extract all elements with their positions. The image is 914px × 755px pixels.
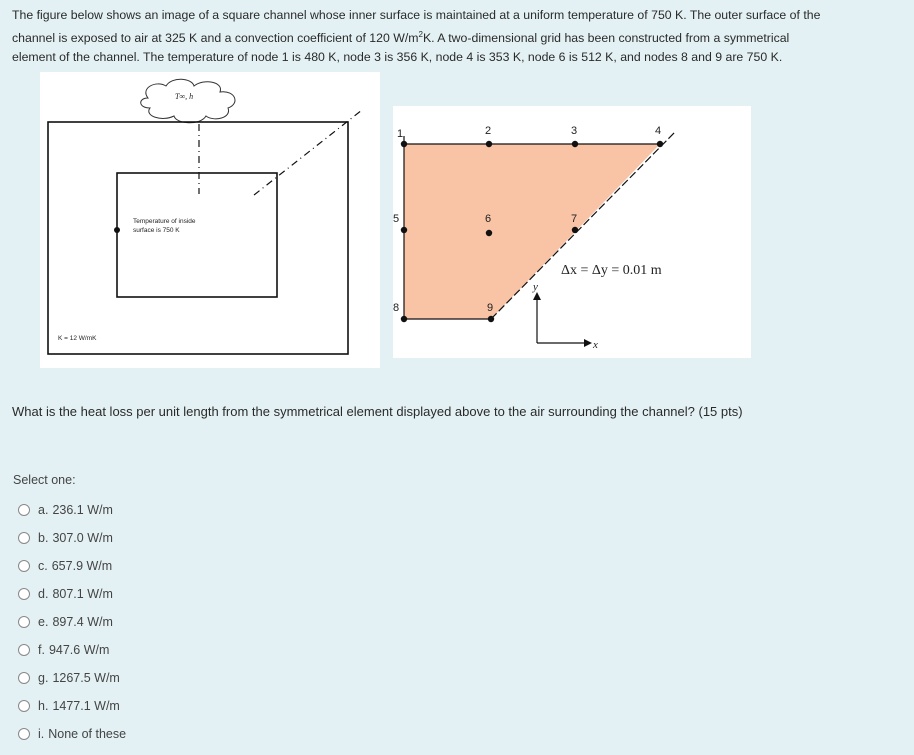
symmetrical-element-fill <box>404 144 660 319</box>
option-text: 657.9 W/m <box>51 559 113 573</box>
option-text: 897.4 W/m <box>52 615 113 629</box>
question-text: What is the heat loss per unit length from the symmetrical element displayed above to the air surrounding the channel? (15 pts) <box>12 404 743 419</box>
option-letter: f. <box>38 643 45 657</box>
y-axis-arrow-icon <box>533 292 541 300</box>
option-f[interactable] <box>18 636 126 664</box>
node-3 <box>572 141 578 147</box>
node-6 <box>486 230 492 236</box>
node-label-4: 4 <box>655 125 662 137</box>
option-i[interactable] <box>18 720 126 748</box>
node-7 <box>572 227 578 233</box>
option-b[interactable] <box>18 524 126 552</box>
intro-line-2-superscript: 2 <box>418 30 423 39</box>
node-label-7: 7 <box>571 213 578 225</box>
radio-icon[interactable] <box>18 560 30 572</box>
x-axis-arrow-icon <box>584 339 592 347</box>
option-g[interactable] <box>18 664 126 692</box>
option-letter: i. <box>38 727 45 741</box>
node-label-6: 6 <box>485 213 492 225</box>
intro-line-2b: K. A two-dimensional grid has been constructed from a symmetrical <box>422 31 790 46</box>
select-one-label: Select one: <box>13 473 76 487</box>
grid-element-figure <box>393 106 751 358</box>
option-letter: c. <box>38 559 48 573</box>
option-a[interactable] <box>18 496 126 524</box>
option-letter: d. <box>38 587 49 601</box>
inner-square <box>117 173 277 297</box>
radio-icon[interactable] <box>18 700 30 712</box>
node-label-1: 1 <box>397 128 404 140</box>
option-letter: h. <box>38 699 49 713</box>
radio-icon[interactable] <box>18 616 30 628</box>
node-2 <box>486 141 492 147</box>
inner-temp-label-1: Temperature of inside <box>133 218 196 225</box>
radio-icon[interactable] <box>18 672 30 684</box>
x-axis-label: x <box>593 339 598 351</box>
intro-line-2a: channel is exposed to air at 325 K and a convection coefficient of 120 W/m <box>12 31 419 46</box>
option-letter: e. <box>38 615 49 629</box>
intro-line-1: The figure below shows an image of a square channel whose inner surface is maintained at a uniform temperature of 750 K. The outer surface of the <box>12 8 821 22</box>
node-label-2: 2 <box>485 125 492 137</box>
node-label-3: 3 <box>571 125 578 137</box>
inner-node-dot <box>114 227 120 233</box>
node-label-8: 8 <box>393 302 400 314</box>
question-intro <box>12 6 908 67</box>
conductivity-label: K = 12 W/mK <box>58 335 97 342</box>
option-letter: b. <box>38 531 49 545</box>
option-text: 307.0 W/m <box>52 531 113 545</box>
intro-line-3: element of the channel. The temperature of node 1 is 480 K, node 3 is 356 K, node 4 is 353 K, node 6 is 512 K, and nodes 8 and 9 are 750 K. <box>12 50 783 65</box>
y-axis-label: y <box>533 281 538 293</box>
radio-icon[interactable] <box>18 532 30 544</box>
radio-icon[interactable] <box>18 504 30 516</box>
option-e[interactable] <box>18 608 126 636</box>
node-1 <box>401 141 407 147</box>
option-letter: a. <box>38 503 49 517</box>
channel-figure <box>40 72 380 368</box>
node-8 <box>401 316 407 322</box>
option-c[interactable] <box>18 552 126 580</box>
node-label-9: 9 <box>487 302 494 314</box>
cloud-label: T∞, h <box>175 92 194 101</box>
option-h[interactable] <box>18 692 126 720</box>
option-text: 1267.5 W/m <box>52 671 120 685</box>
option-letter: g. <box>38 671 49 685</box>
node-9 <box>488 316 494 322</box>
channel-drawing <box>40 72 380 368</box>
grid-drawing <box>393 106 751 358</box>
answer-options <box>18 496 126 748</box>
radio-icon[interactable] <box>18 588 30 600</box>
option-d[interactable] <box>18 580 126 608</box>
option-text: None of these <box>48 727 127 741</box>
option-text: 1477.1 W/m <box>52 699 120 713</box>
air-cloud-icon <box>141 79 235 123</box>
option-text: 236.1 W/m <box>52 503 113 517</box>
grid-spacing-label: Δx = Δy = 0.01 m <box>561 263 662 278</box>
node-5 <box>401 227 407 233</box>
node-4 <box>657 141 663 147</box>
outer-square <box>48 122 348 354</box>
radio-icon[interactable] <box>18 728 30 740</box>
option-text: 807.1 W/m <box>52 587 113 601</box>
radio-icon[interactable] <box>18 644 30 656</box>
node-label-5: 5 <box>393 213 400 225</box>
option-text: 947.6 W/m <box>48 643 110 657</box>
inner-temp-label-2: surface is 750 K <box>133 227 180 234</box>
